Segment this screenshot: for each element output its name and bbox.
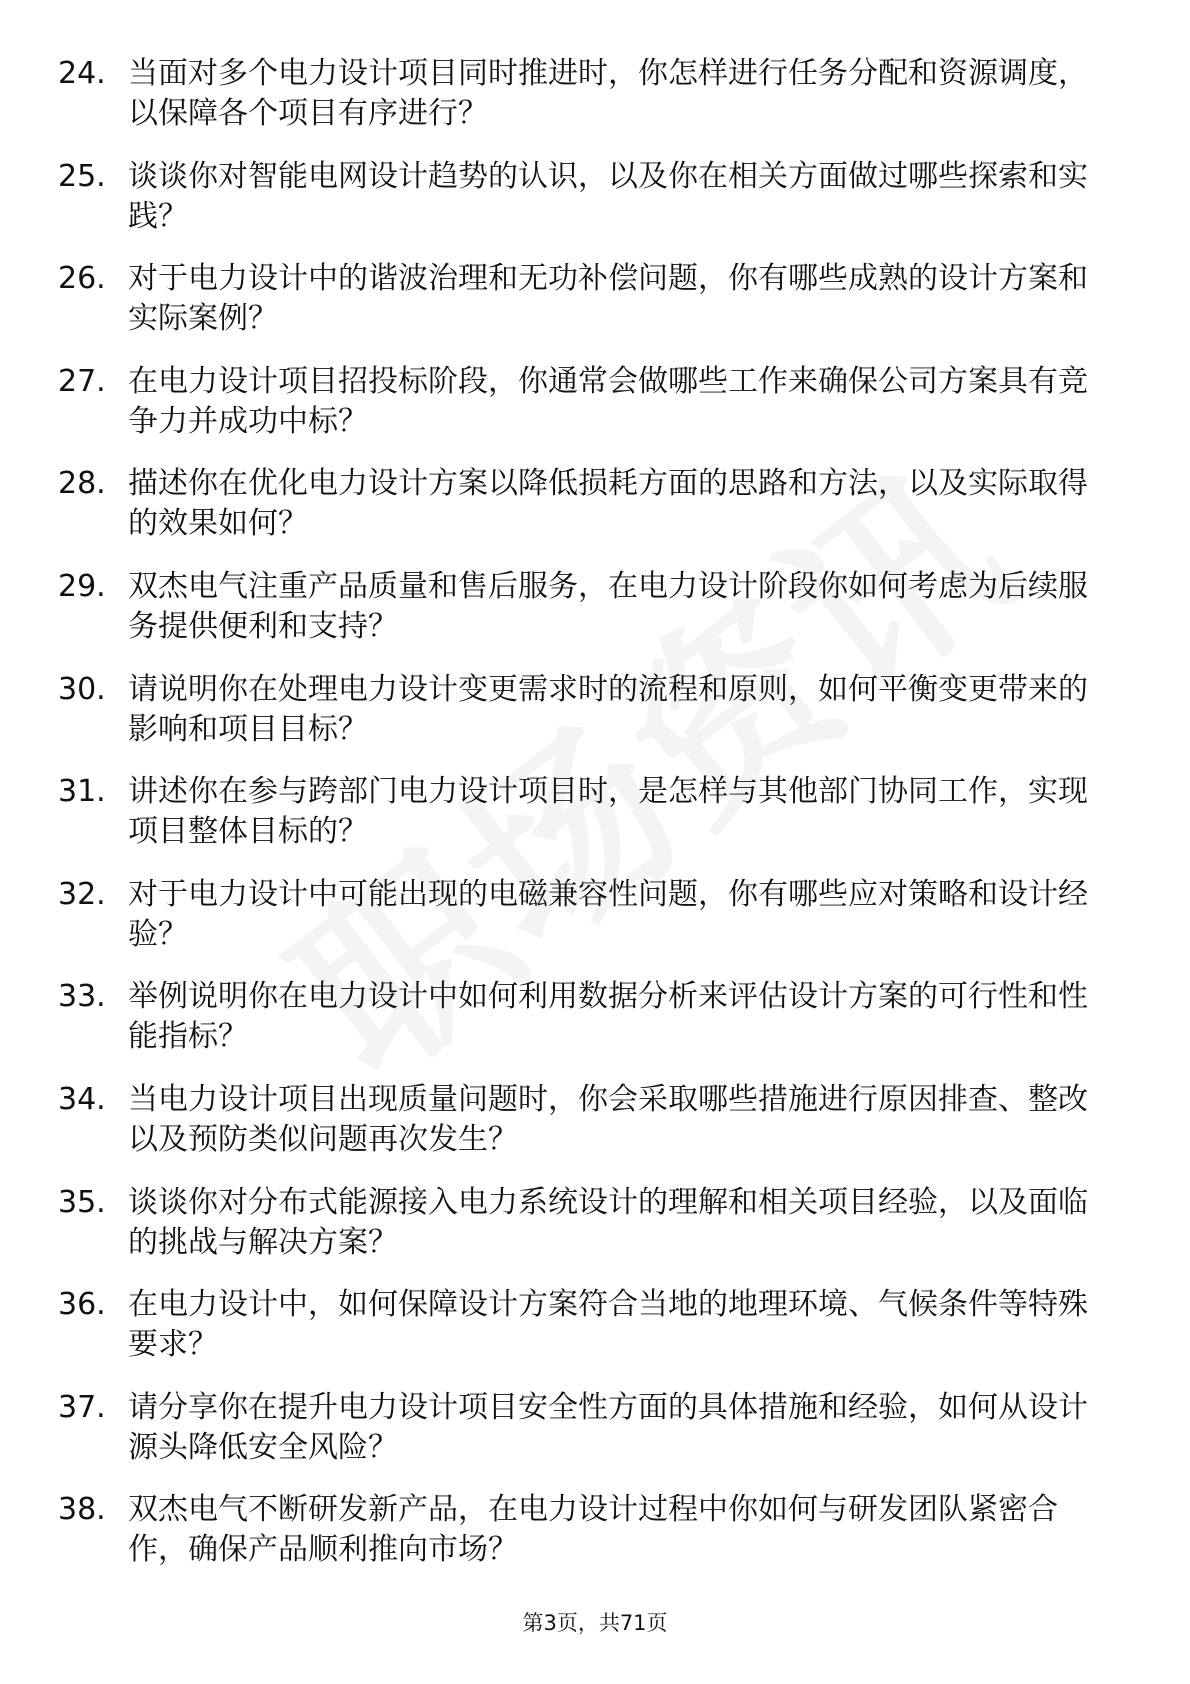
list-item xyxy=(58,362,1118,465)
list-item xyxy=(58,157,1118,260)
question-text: 请分享你在提升电力设计项目安全性方面的具体措施和经验，如何从设计源头降低安全风险？ xyxy=(128,1389,1088,1465)
question-text: 在电力设计中，如何保障设计方案符合当地的地理环境、气候条件等特殊要求？ xyxy=(128,1287,1088,1363)
page-footer xyxy=(0,1610,1190,1636)
list-item xyxy=(58,1183,1118,1286)
list-item xyxy=(58,464,1118,567)
list-item xyxy=(58,1285,1118,1388)
question-number: 31. xyxy=(58,774,106,810)
question-text: 在电力设计项目招投标阶段，你通常会做哪些工作来确保公司方案具有竞争力并成功中标？ xyxy=(128,363,1088,439)
question-number: 27. xyxy=(58,363,106,399)
question-text: 当电力设计项目出现质量问题时，你会采取哪些措施进行原因排查、整改以及预防类似问题再次发生？ xyxy=(128,1081,1088,1157)
question-text: 讲述你在参与跨部门电力设计项目时，是怎样与其他部门协同工作，实现项目整体目标的？ xyxy=(128,774,1088,850)
question-number: 24. xyxy=(58,56,106,91)
question-text: 双杰电气不断研发新产品，在电力设计过程中你如何与研发团队紧密合作，确保产品顺利推向市场？ xyxy=(128,1492,1058,1568)
list-item xyxy=(58,670,1118,773)
list-item xyxy=(58,1490,1118,1593)
list-item xyxy=(58,54,1118,157)
list-item xyxy=(58,1080,1118,1183)
question-text: 描述你在优化电力设计方案以降低损耗方面的思路和方法，以及实际取得的效果如何？ xyxy=(128,466,1088,542)
list-item xyxy=(58,875,1118,978)
question-number: 38. xyxy=(58,1492,106,1528)
question-text: 举例说明你在电力设计中如何利用数据分析来评估设计方案的可行性和性能指标？ xyxy=(128,979,1088,1055)
list-item xyxy=(58,259,1118,362)
question-number: 33. xyxy=(58,979,106,1015)
question-text: 谈谈你对智能电网设计趋势的认识，以及你在相关方面做过哪些探索和实践？ xyxy=(128,158,1088,234)
question-number: 25. xyxy=(58,158,106,194)
question-text: 当面对多个电力设计项目同时推进时，你怎样进行任务分配和资源调度，以保障各个项目有序进行？ xyxy=(128,56,1088,131)
list-item xyxy=(58,1388,1118,1491)
page-number-label: 第3页，共71页 xyxy=(522,1611,668,1635)
question-number: 36. xyxy=(58,1287,106,1323)
question-text: 请说明你在处理电力设计变更需求时的流程和原则，如何平衡变更带来的影响和项目目标？ xyxy=(128,671,1088,747)
question-number: 26. xyxy=(58,261,106,297)
question-number: 30. xyxy=(58,671,106,707)
question-text: 对于电力设计中的谐波治理和无功补偿问题，你有哪些成熟的设计方案和实际案例？ xyxy=(128,261,1088,337)
question-number: 34. xyxy=(58,1081,106,1117)
list-item xyxy=(58,977,1118,1080)
question-number: 28. xyxy=(58,466,106,502)
question-number: 37. xyxy=(58,1389,106,1425)
list-item xyxy=(58,772,1118,875)
question-text: 对于电力设计中可能出现的电磁兼容性问题，你有哪些应对策略和设计经验？ xyxy=(128,876,1088,952)
question-number: 29. xyxy=(58,568,106,604)
question-text: 谈谈你对分布式能源接入电力系统设计的理解和相关项目经验，以及面临的挑战与解决方案？ xyxy=(128,1184,1088,1260)
question-text: 双杰电气注重产品质量和售后服务，在电力设计阶段你如何考虑为后续服务提供便利和支持？ xyxy=(128,568,1088,644)
list-item xyxy=(58,567,1118,670)
question-list xyxy=(58,54,1118,1593)
question-number: 35. xyxy=(58,1184,106,1220)
question-number: 32. xyxy=(58,876,106,912)
